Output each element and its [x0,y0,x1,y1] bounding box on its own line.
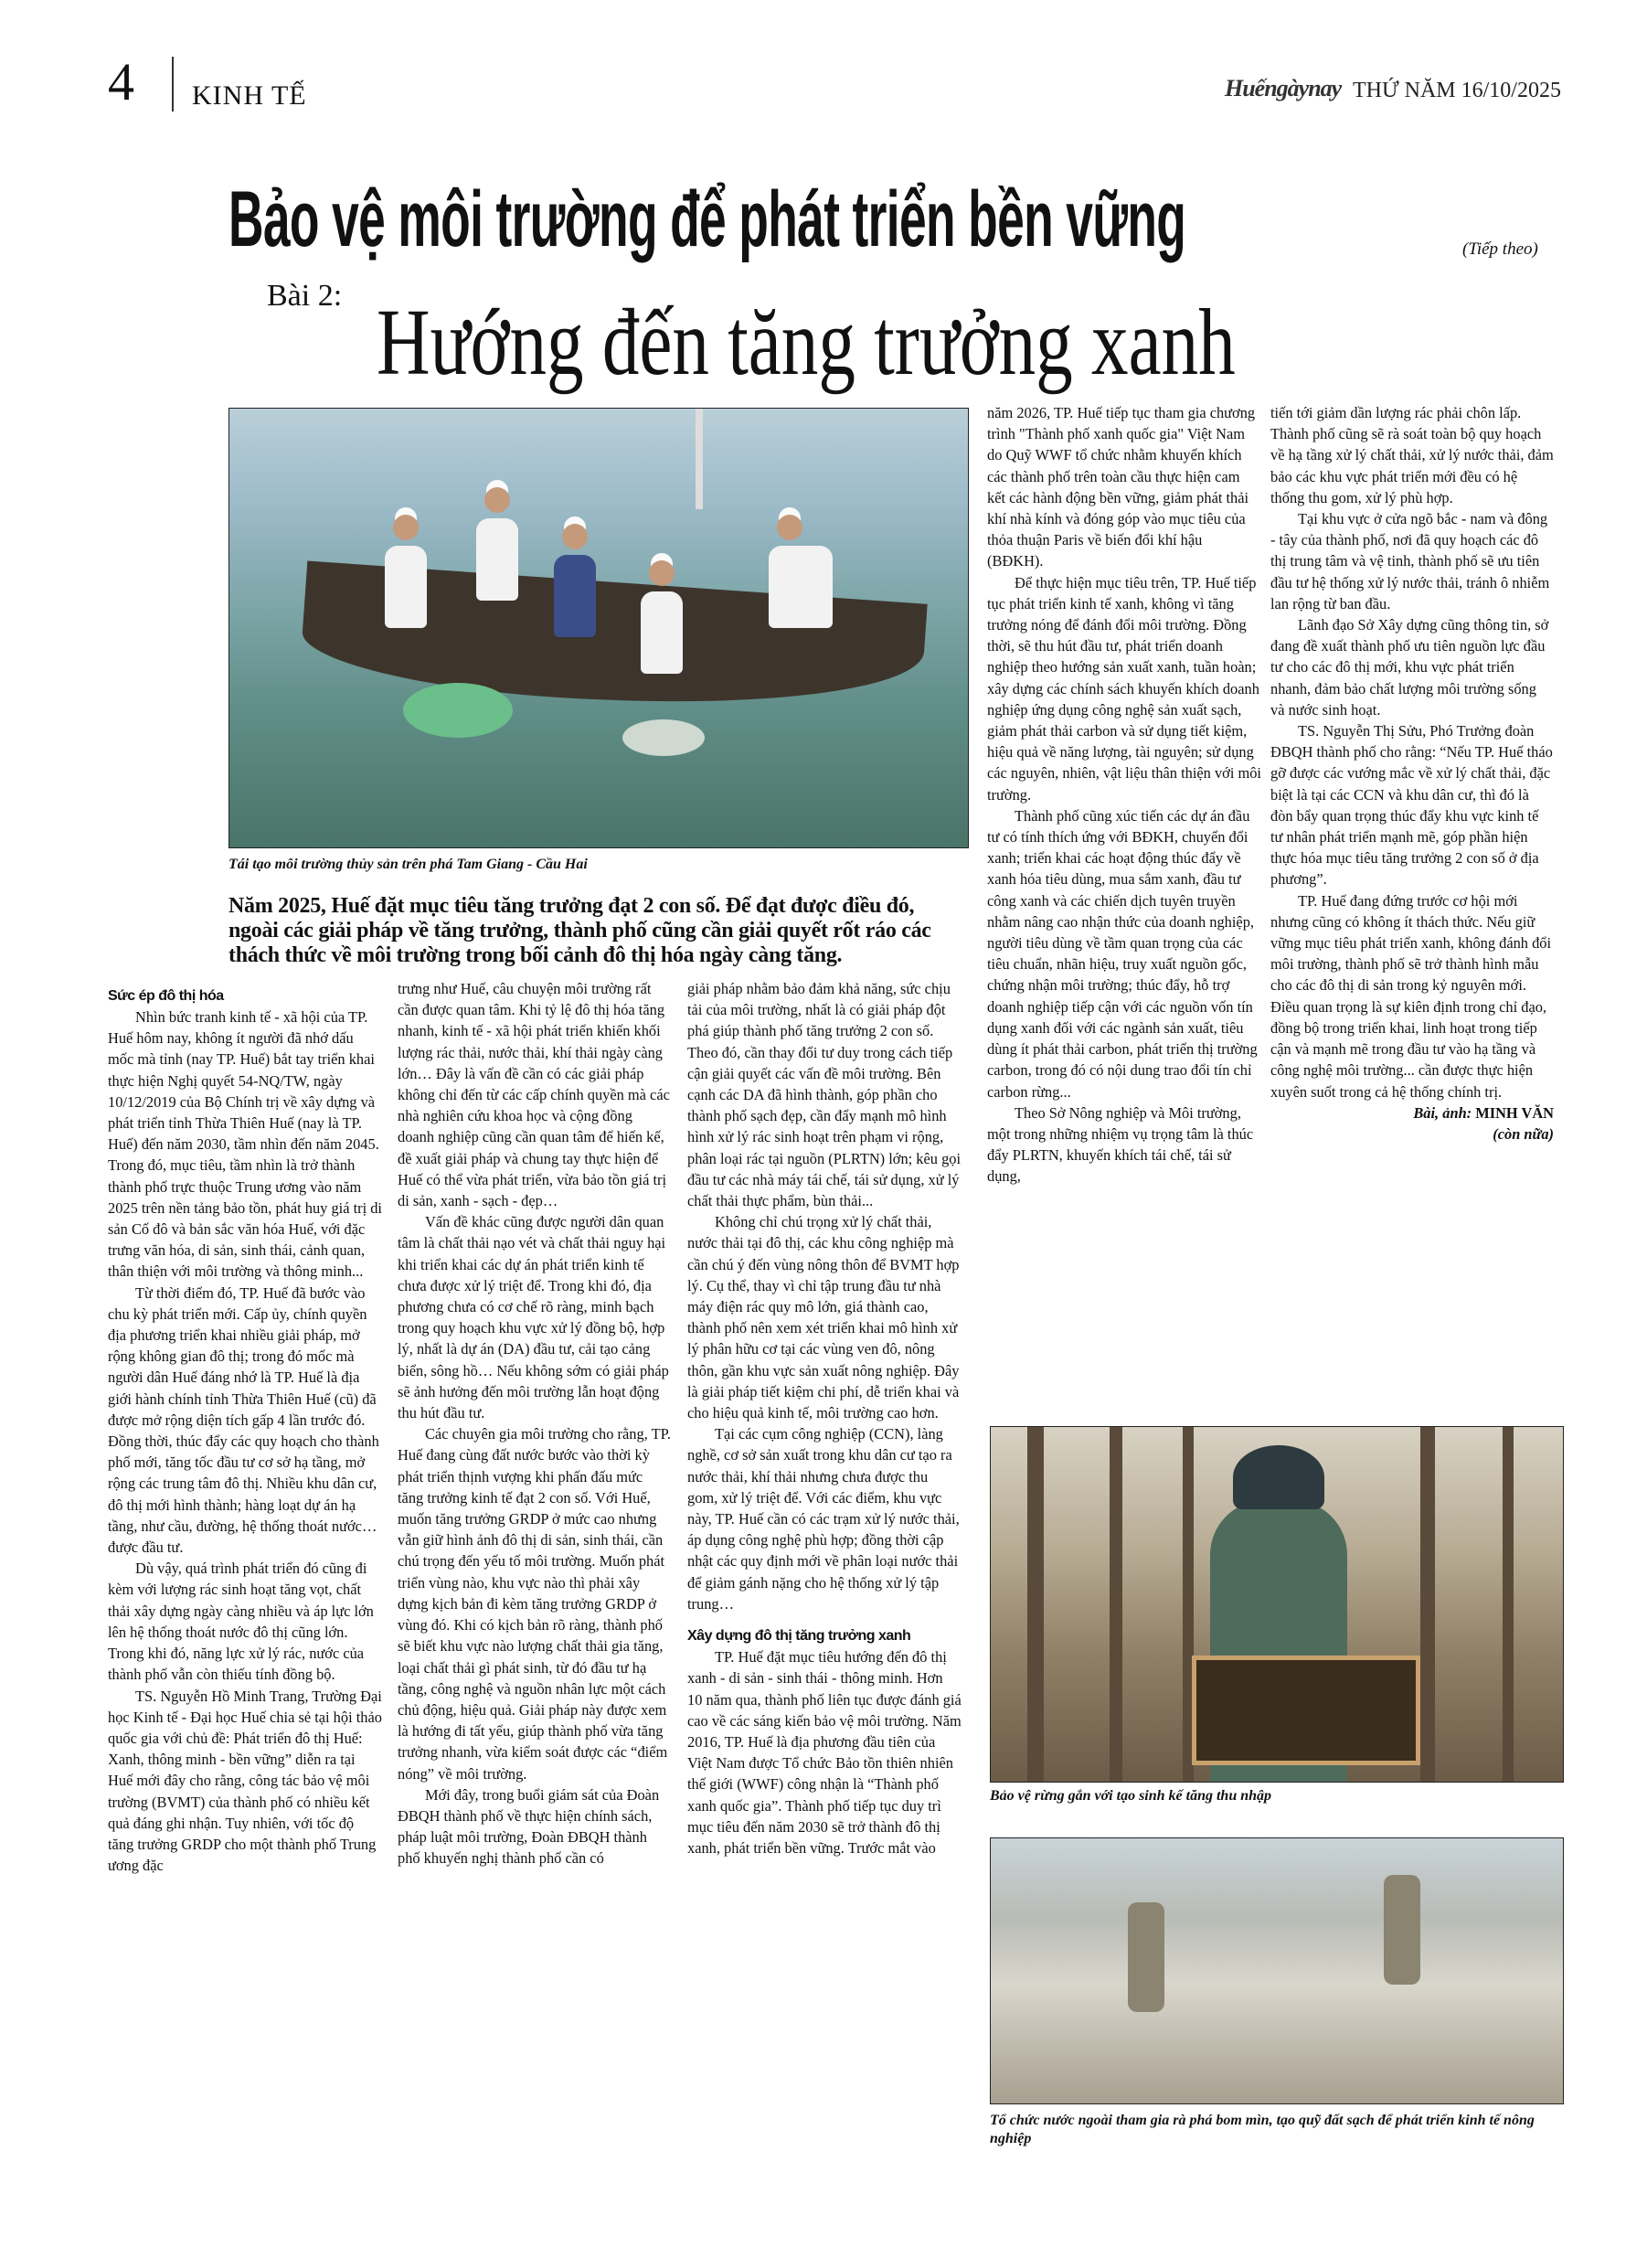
paragraph: Nhìn bức tranh kinh tế - xã hội của TP. Huế hôm nay, không ít người đã nhớ dấu mốc mà tỉnh (nay TP. Huế) bắt tay triển khai thực hiện Nghị quyết 54-NQ/TW, ngày 10/12/2019 của Bộ Chính trị về xây dựng và phát triển tỉnh Thừa Thiên Huế (nay là TP. Huế) đến năm 2030, tầm nhìn đến năm 2045. Trong đó, mục tiêu, tầm nhìn là trở thành thành phố trực thuộc Trung ương vào năm 2025 trên nền tảng bảo tồn, phát huy giá trị di sản Cố đô và bản sắc văn hóa Huế, với đặc trưng văn hóa, di sản, sinh thái, cảnh quan, thân thiện với môi trường và thông minh... [108,1008,382,1281]
paragraph: TP. Huế đặt mục tiêu hướng đến đô thị xanh - di sản - sinh thái - thông minh. Hơn 10 năm qua, thành phố liên tục được đánh giá cao về các sáng kiến bảo vệ môi trường. Năm 2016, TP. Huế là địa phương đầu tiên của Việt Nam được Tổ chức Bảo tồn thiên nhiên thế giới (WWF) công nhận là “Thành phố xanh quốc gia”. Thành phố tiếp tục duy trì mục tiêu đến năm 2030 sẽ trở thành đô thị xanh, phát triển bền vững. Trước mắt vào [687,1648,962,1857]
masthead-logo: Huếngàynay [1225,75,1342,101]
fish-bag [403,683,513,738]
tree-trunk [1110,1427,1122,1783]
paragraph: Lãnh đạo Sở Xây dựng cũng thông tin, sở đang đề xuất thành phố ưu tiên nguồn lực đầu tư cho các đô thị mới, khu vực phát triển nhanh, đảm bảo chất lượng môi trường sống và nước sinh hoạt. [1270,616,1549,719]
honeycomb-frame [1192,1656,1420,1765]
text-column-2 [398,978,672,1869]
article-lead: Năm 2025, Huế đặt mục tiêu tăng trưởng đạt 2 con số. Để đạt được điều đó, ngoài các giải pháp về tăng trưởng, thành phố cũng cần giải quyết rốt ráo các thách thức về môi trường trong bối cảnh đô thị hóa ngày càng tăng. [228,894,931,967]
person-figure [641,591,683,674]
paragraph: Dù vậy, quá trình phát triển đó cũng đi kèm với lượng rác sinh hoạt tăng vọt, chất thải xây dựng ngày càng nhiều và áp lực lớn lên hệ thống thoát nước đô thị cũng lớn. Trong khi đó, năng lực xử lý rác, nước của thành phố vẫn còn thiếu tính đồng bộ. [108,1560,374,1684]
paragraph: tiến tới giảm dần lượng rác phải chôn lấp. Thành phố cũng sẽ rà soát toàn bộ quy hoạch về hạ tầng xử lý chất thải, xử lý nước thải, đảm bảo các khu vực phát triển mới đều có hệ thống thu gom, xử lý phù hợp. [1270,404,1554,506]
photo-caption: Bảo vệ rừng gắn với tạo sinh kế tăng thu nhập [990,1788,1272,1804]
text-column-5 [1270,402,1554,1145]
fish-bag [622,719,705,756]
tree-trunk [1503,1427,1514,1783]
byline-author: MINH VĂN [1475,1103,1554,1122]
person-figure [476,518,518,601]
paragraph: Tại khu vực ở cửa ngõ bắc - nam và đông - tây của thành phố, nơi đã quy hoạch các đô thị trung tâm và vệ tinh, thành phố sẽ ưu tiên đầu tư hệ thống xử lý nước thải, tránh ô nhiễm lan rộng từ ban đầu. [1270,510,1550,612]
subhead: Xây dựng đô thị tăng trưởng xanh [687,1628,911,1645]
paragraph: TS. Nguyễn Hồ Minh Trang, Trường Đại học Kinh tế - Đại học Huế chia sẻ tại hội thảo quốc gia với chủ đề: Phát triển đô thị Huế: Xanh, thông minh - bền vững” diễn ra tại Huế mới đây cho rằng, công tác bảo vệ môi trường (BVMT) của thành phố có nhiều kết quả đáng ghi nhận. Tuy nhiên, với tốc độ tăng trưởng GRDP cho một thành phố Trung ương đặc [108,1687,382,1875]
paragraph: Thành phố cũng xúc tiến các dự án đầu tư có tính thích ứng với BĐKH, chuyển đổi xanh; triển khai các hoạt động thúc đẩy về xanh hóa tiêu dùng, mua sắm xanh, đầu tư công xanh và các chiến dịch tuyên truyền nhằm nâng cao nhận thức của doanh nghiệp, người tiêu dùng về tầm quan trọng của các tiêu chuẩn, nhãn hiệu, truy xuất nguồn gốc, chứng nhận môi trường; thúc đẩy, hỗ trợ doanh nghiệp tiếp cận với các nguồn vốn tín dụng xanh đối với các ngành sản xuất, tiêu dùng ít phát thải carbon, phát triển thị trường carbon, trong đó có nội dung trao đổi tín chỉ carbon rừng... [987,806,1258,1101]
paragraph: năm 2026, TP. Huế tiếp tục tham gia chương trình "Thành phố xanh quốc gia" Việt Nam do Quỹ WWF tổ chức nhằm khuyến khích các thành phố trên toàn cầu thực hiện cam kết các hành động bền vững, giảm phát thải khí nhà kính và đóng góp vào mục tiêu của thỏa thuận Paris về biến đổi khí hậu (BĐKH). [987,404,1256,570]
text-column-1 [108,985,382,1876]
paragraph: Từ thời điểm đó, TP. Huế đã bước vào chu kỳ phát triển mới. Cấp ủy, chính quyền địa phương triển khai nhiều giải pháp, mở rộng không gian đô thị; trong đó mốc mà người dân Huế đáng nhớ là TP. Huế là địa giới hành chính tỉnh Thừa Thiên Huế (cũ) đã được mở rộng diện tích gấp 4 lần trước đó. Đồng thời, thúc đẩy các quy hoạch cho thành phố mới, tăng tốc đầu tư cơ sở hạ tầng, mở rộng các trung tâm đô thị. Nhiều khu dân cư, đô thị mới hình thành; hàng loạt dự án hạ tầng, như cầu, đường, hệ thống thoát nước… được đầu tư. [108,1283,379,1557]
photo-forest-beekeeping [990,1426,1564,1783]
tree-trunk [1027,1427,1044,1783]
paragraph: Vấn đề khác cũng được người dân quan tâm là chất thải nạo vét và chất thải nguy hại khi triển khai các dự án phát triển kinh tế chưa được xử lý triệt để. Trong khi đó, địa phương chưa có cơ chế rõ ràng, minh bạch trong quy hoạch khu vực xử lý đồng bộ, hợp lý, nhất là dự án (DA) đầu tư, cải tạo cảng biển, sông hồ… Nếu không sớm có giải pháp sẽ ảnh hưởng đến môi trường lẫn hoạt động thu hút đầu tư. [398,1213,669,1422]
paragraph: Theo Sở Nông nghiệp và Môi trường, một trong những nhiệm vụ trọng tâm là thúc đẩy PLRTN, khuyến khích tái chế, tái sử dụng, [987,1103,1254,1186]
deminer-figure [1384,1875,1420,1985]
subhead: Sức ép đô thị hóa [108,988,224,1004]
paragraph: Các chuyên gia môi trường cho rằng, TP. Huế đang cùng đất nước bước vào thời kỳ phát triển thịnh vượng khi phấn đấu mức tăng trưởng kinh tế đạt 2 con số. Với Huế, muốn tăng trưởng GRDP ở mức cao nhưng vẫn giữ hình ảnh đô thị di sản, sinh thái, cần chú trọng đến yếu tố môi trường. Muốn phát triển vùng nào, khu vực nào thì phải xây dựng kịch bản đi kèm tăng trưởng GRDP ở vùng đó. Khi có kịch bản rõ ràng, thành phố sẽ biết khu vực nào lượng chất thải gia tăng, loại chất thải gì phát sinh, từ đó đầu tư hạ tầng, công nghệ và nguồn nhân lực một cách chủ động, hiệu quả. Giải pháp này được xem là hướng đi tất yếu, giúp thành phố vừa tăng trưởng nhanh, vừa kiểm soát được các “điểm nóng” về môi trường. [398,1425,671,1783]
paragraph: Để thực hiện mục tiêu trên, TP. Huế tiếp tục phát triển kinh tế xanh, không vì tăng trưởng nóng để đánh đổi môi trường. Đồng thời, sẽ thu hút đầu tư, phát triển doanh nghiệp theo hướng sản xuất xanh, tuần hoàn; xây dựng các chính sách khuyến khích doanh nghiệp ứng dụng công nghệ sản xuất sạch, giảm phát thải carbon và sử dụng tiết kiệm, hiệu quả về năng lượng, tài nguyên; sử dụng các nguyên, nhiên, vật liệu thân thiện với môi trường. [987,573,1261,804]
text-column-3 [687,978,962,1858]
text-column-4 [987,402,1261,1187]
paragraph: trưng như Huế, câu chuyện môi trường rất cần được quan tâm. Khi tỷ lệ đô thị hóa tăng nhanh, kinh tế - xã hội phát triển khiến khối lượng rác thải, nước thải, khí thải ngày càng lớn… Đây là vấn đề cần có các giải pháp không chỉ đến từ các cấp chính quyền mà các nhà nghiên cứu khoa học và cộng đồng doanh nghiệp cũng cần quan tâm để hiến kế, đề xuất giải pháp và chung tay thực hiện để Huế có thể vừa phát triển, vừa bảo tồn giá trị di sản, xanh - sạch - đẹp… [398,980,670,1210]
page-number: 4 [108,52,134,112]
article-title: Hướng đến tăng trưởng xanh [377,290,1236,395]
photo-lagoon-release [228,408,969,848]
paragraph: TP. Huế đang đứng trước cơ hội mới nhưng cũng có không ít thách thức. Nếu giữ vững mục tiêu phát triển xanh, không đánh đổi môi trường, thành phố sẽ trở thành hình mẫu cho các đô thị di sản trong kỷ nguyên mới. Điều quan trọng là sự kiên định trong chỉ đạo, đồng bộ trong triển khai, linh hoạt trong tiếp cận và mạnh mẽ trong đầu tư vào hạ tầng và công nghệ môi trường... cần được thực hiện xuyên suốt trong cả hệ thống chính trị. [1270,891,1552,1101]
water-marker-pole [696,409,703,509]
photo-caption: Tái tạo môi trường thủy sản trên phá Tam Giang - Cầu Hai [228,857,588,872]
part-label: Bài 2: [267,279,343,313]
continued-label: (Tiếp theo) [1462,240,1538,259]
header-divider [172,57,174,112]
person-figure [769,546,833,628]
photo-demining-field [990,1837,1564,2104]
paragraph: TS. Nguyễn Thị Sửu, Phó Trưởng đoàn ĐBQH thành phố cho rằng: “Nếu TP. Huế tháo gỡ được các vướng mắc về xử lý chất thải, đặc biệt là tại các CCN và khu dân cư, thì đó là đòn bẩy quan trọng thúc đẩy khu vực kinh tế tư nhân phát triển mạnh mẽ, góp phần hiện thực hóa mục tiêu tăng trưởng 2 con số ở địa phương”. [1270,722,1553,889]
to-be-continued: (còn nữa) [1493,1124,1554,1143]
issue-date: THỨ NĂM 16/10/2025 [1353,79,1561,102]
paragraph: Không chỉ chú trọng xử lý chất thải, nước thải tại đô thị, các khu công nghiệp mà cần chú ý đến vùng nông thôn để BVMT hợp lý. Cụ thể, thay vì chỉ tập trung đầu tư nhà máy điện rác quy mô lớn, giá thành cao, thành phố nên xem xét triển khai mô hình xử lý phân hữu cơ tại các vùng ven đô, nông thôn, gần khu vực sản xuất nông nghiệp. Đây là giải pháp tiết kiệm chi phí, dễ triển khai và cho hiệu quả kinh tế, môi trường cao hơn. [687,1213,960,1422]
paragraph: Tại các cụm công nghiệp (CCN), làng nghề, cơ sở sản xuất trong khu dân cư tạo ra nước thải, khí thải nhưng chưa được thu gom, xử lý triệt để. Với các điểm, khu vực này, TP. Huế cần có các trạm xử lý nước thải, áp dụng công nghệ phù hợp; đồng thời cập nhật các quy định mới về phân loại nước thải để giảm gánh nặng cho hệ thống xử lý tập trung… [687,1425,960,1613]
photo-caption: Tổ chức nước ngoài tham gia rà phá bom mìn, tạo quỹ đất sạch để phát triển kinh tế nông nghiệp [990,2113,1535,2146]
deminer-figure [1128,1902,1164,2012]
paragraph: Mới đây, trong buổi giám sát của Đoàn ĐBQH thành phố về thực hiện chính sách, pháp luật môi trường, Đoàn ĐBQH thành phố khuyến nghị thành phố cần có [398,1785,660,1868]
series-title: Bảo vệ môi trường để phát triển bền vững [228,176,1186,263]
byline-label: Bài, ảnh: [1413,1103,1472,1122]
tree-trunk [1420,1427,1435,1783]
person-figure [554,555,596,637]
section-name: KINH TẾ [192,80,307,111]
byline [1270,1102,1554,1123]
person-figure [385,546,427,628]
paragraph: giải pháp nhằm bảo đảm khả năng, sức chịu tải của môi trường, nhất là có giải pháp đột phá giúp thành phố tăng trưởng 2 con số. Theo đó, cần thay đổi tư duy trong cách tiếp cận giải quyết các vấn đề môi trường. Bên cạnh các DA đã hình thành, góp phần cho thành phố sạch đẹp, cần đẩy mạnh mô hình hình xử lý rác sinh hoạt trên phạm vi rộng, phân loại rác tại nguồn (PLRTN) lớn; kêu gọi đầu tư các nhà máy tái chế, tái sử dụng, xử lý chất thải thực phẩm, bùn thải... [687,980,962,1210]
